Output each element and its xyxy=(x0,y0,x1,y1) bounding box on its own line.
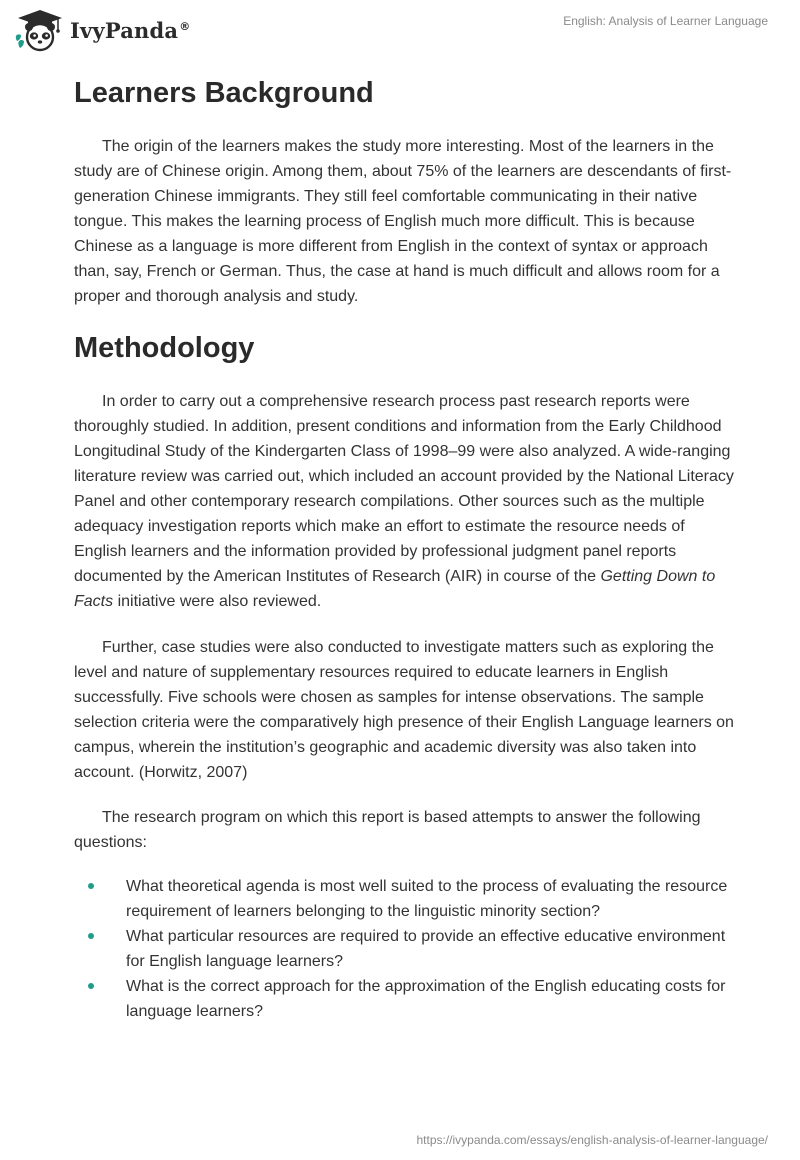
section-heading-learners-background: Learners Background xyxy=(74,77,374,109)
research-questions-list xyxy=(74,874,734,1024)
panda-graduate-icon xyxy=(14,8,66,52)
list-item-text: What particular resources are required to provide an effective educative environment for English language learners? xyxy=(126,928,726,970)
list-item-text: What theoretical agenda is most well suited to the process of evaluating the resource requirement of learners belonging to the linguistic minority section? xyxy=(126,878,728,920)
paragraph-methodology-3: The research program on which this report is based attempts to answer the following questions: xyxy=(74,809,701,851)
bullet-icon xyxy=(88,983,94,989)
registered-mark: ® xyxy=(179,19,191,33)
list-item xyxy=(74,874,734,924)
source-url-link[interactable]: https://ivypanda.com/essays/english-analysis-of-learner-language/ xyxy=(416,1133,768,1147)
paragraph-methodology-1 xyxy=(74,389,734,614)
italic-title: Getting Down to Facts xyxy=(74,568,716,610)
ivypanda-logo[interactable] xyxy=(14,8,190,52)
paragraph-methodology-2: Further, case studies were also conducted to investigate matters such as exploring the level and nature of supplementary resources required to educate learners in English successfully. Five schools were chosen as samples for intense observations. The sample selection criteria were the comparatively high presence of their English Language learners on campus, wherein the institution’s geographic and academic diversity was also taken into account. (Horwitz, 2007) xyxy=(74,639,734,781)
methodology-text-before: In order to carry out a comprehensive research process past research reports were thoroughly studied. In addition, present conditions and information from the Early Childhood Longitudinal Study of the Kindergarten Class of 1998–99 were also analyzed. A wide-ranging literature review was carried out, which included an account provided by the National Literacy Panel and other contemporary research compilations. Other sources such as the multiple adequacy investigation reports which make an effort to estimate the resource needs of English learners and the information provided by professional judgment panel reports documented by the American Institutes of Research (AIR) in course of the xyxy=(74,393,734,585)
essay-content xyxy=(74,70,734,1024)
paragraph-learners-background: The origin of the learners makes the study more interesting. Most of the learners in the study are of Chinese origin. Among them, about 75% of the learners are descendants of first-generation Chinese immigrants. They still feel comfortable communicating in their native tongue. This makes the learning process of English much more difficult. This is because Chinese as a language is more different from English in the context of syntax or approach than, say, French or German. Thus, the case at hand is much difficult and allows room for a proper and thorough analysis and study. xyxy=(74,138,732,305)
methodology-text-after: initiative were also reviewed. xyxy=(113,593,322,610)
bullet-icon xyxy=(88,933,94,939)
section-heading-methodology: Methodology xyxy=(74,332,255,364)
list-item xyxy=(74,924,734,974)
page-header xyxy=(0,0,800,60)
list-item xyxy=(74,974,734,1024)
brand-name: IvyPanda® xyxy=(70,17,191,43)
document-title: English: Analysis of Learner Language xyxy=(563,14,768,28)
list-item-text: What is the correct approach for the approximation of the English educating costs for language learners? xyxy=(126,978,726,1020)
bullet-icon xyxy=(88,883,94,889)
